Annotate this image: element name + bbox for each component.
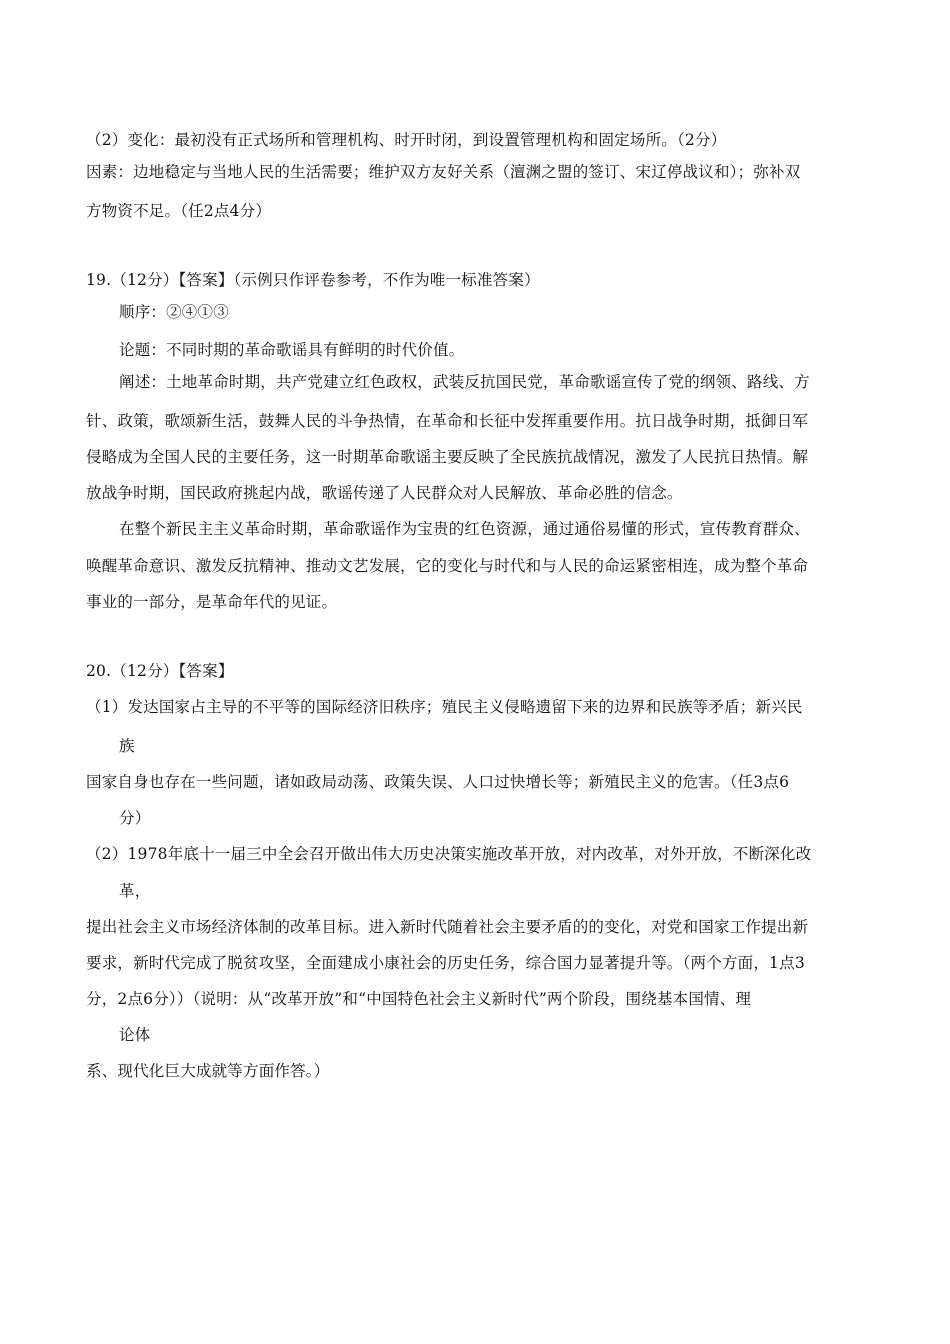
q20-part2-line: 系、现代化巨大成就等方面作答。）: [86, 1062, 330, 1080]
q19-header: 19.（12分）【答案】（示例只作评卷参考，不作为唯一标准答案）: [86, 271, 540, 289]
q19-conclusion-line: 在整个新民主主义革命时期，革命歌谣作为宝贵的红色资源，通过通俗易懂的形式，宣传教育群众、: [119, 520, 810, 538]
q20-part2-line: 革，: [119, 882, 151, 900]
q19-elaboration-line: 阐述：土地革命时期，共产党建立红色政权，武装反抗国民党，革命歌谣宣传了党的纲领、路线、方: [119, 373, 810, 391]
q19-elaboration-line: 侵略成为全国人民的主要任务，这一时期革命歌谣主要反映了全民族抗战情况，激发了人民抗日热情。解: [86, 448, 809, 466]
q20-part1-line: 国家自身也存在一些问题，诸如政局动荡、政策失误、人口过快增长等；新殖民主义的危害。（任3点6: [86, 773, 790, 791]
part2-factors-line: 方物资不足。（任2点4分）: [86, 202, 272, 220]
q20-part2-line: 分，2点6分））（说明：从“改革开放”和“中国特色社会主义新时代”两个阶段，围绕基本国情、理: [86, 990, 752, 1008]
q20-part2-line: 要求，新时代完成了脱贫攻坚，全面建成小康社会的历史任务，综合国力显著提升等。（两个方面，1点3: [86, 954, 805, 972]
q19-conclusion-line: 唤醒革命意识、激发反抗精神、推动文艺发展，它的变化与时代和与人民的命运紧密相连，成为整个革命: [86, 557, 809, 575]
q20-part1-line: 分）: [119, 809, 151, 827]
q19-elaboration-line: 放战争时期，国民政府挑起内战，歌谣传递了人民群众对人民解放、革命必胜的信念。: [86, 484, 683, 502]
part2-change-line: （2）变化：最初没有正式场所和管理机构、时开时闭，到设置管理机构和固定场所。（2分）: [86, 131, 727, 149]
q20-header: 20.（12分）【答案】: [86, 662, 234, 680]
part2-factors-line: 因素：边地稳定与当地人民的生活需要；维护双方友好关系（澶渊之盟的签订、宋辽停战议和）；弥补双: [86, 163, 801, 181]
q20-part1-line: 族: [119, 737, 135, 755]
q19-order: 顺序：②④①③: [119, 303, 229, 321]
q20-part2-line: （2）1978年底十一届三中全会召开做出伟大历史决策实施改革开放，对内改革，对外开放，不断深化改: [86, 845, 812, 863]
q19-conclusion-line: 事业的一部分，是革命年代的见证。: [86, 593, 338, 611]
q20-part2-line: 提出社会主义市场经济体制的改革目标。进入新时代随着社会主要矛盾的的变化，对党和国家工作提出新: [86, 918, 809, 936]
q19-thesis: 论题：不同时期的革命歌谣具有鲜明的时代价值。: [119, 341, 465, 359]
q19-elaboration-line: 针、政策，歌颂新生活，鼓舞人民的斗争热情，在革命和长征中发挥重要作用。抗日战争时期，抵御日军: [86, 412, 809, 430]
q20-part1-line: （1）发达国家占主导的不平等的国际经济旧秩序；殖民主义侵略遗留下来的边界和民族等矛盾；新兴民: [86, 698, 803, 716]
q20-part2-line: 论体: [119, 1026, 151, 1044]
